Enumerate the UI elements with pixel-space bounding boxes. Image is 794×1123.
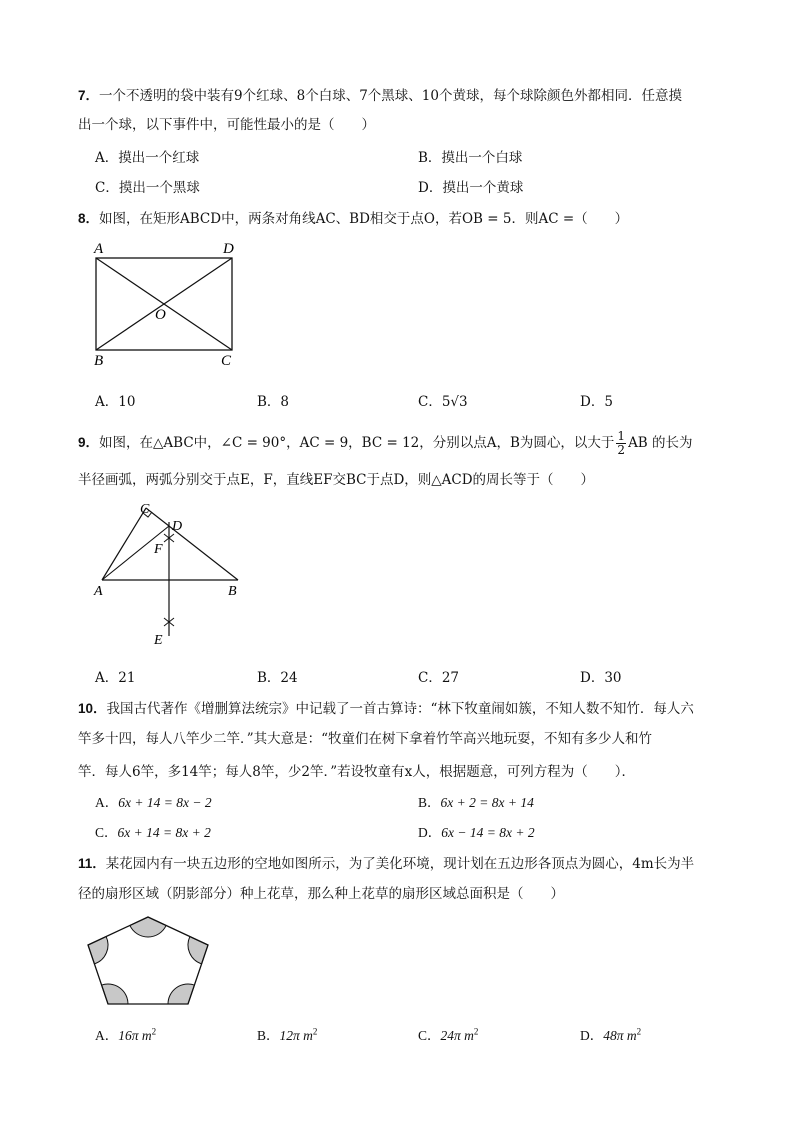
q8-option-c: C．5√3 (418, 394, 468, 410)
q9-text1a: 如图，在△ABC中，∠C = 90°，AC = 9，BC = 12，分别以点A，B为圆心，以大于 (99, 435, 615, 451)
label-d: D (223, 241, 234, 257)
q9-line2: 半径画弧，两弧分别交于点E，F，直线EF交BC于点D，则△ACD的周长等于（ ） (78, 472, 595, 488)
q11-pentagon-figure (84, 912, 216, 1012)
q9-option-d: D．30 (580, 670, 622, 686)
q10-number: 10． (78, 701, 107, 716)
shaded-sectors (88, 917, 208, 1004)
q8-number: 8． (78, 211, 100, 226)
q7-number: 7． (78, 88, 100, 103)
q11-number: 11． (78, 856, 106, 871)
label-e: E (154, 633, 163, 648)
q7-line2: 出一个球，以下事件中，可能性最小的是（ ） (78, 117, 375, 133)
q10-text1: 我国古代著作《增删算法统宗》中记载了一首古算诗：“林下牧童闹如簇，不知人数不知竹．每人六 (106, 701, 694, 717)
q8-option-b: B．8 (257, 394, 290, 410)
q7-option-a: A．摸出一个红球 (95, 150, 200, 166)
q9-line1 (78, 430, 693, 457)
q11-option-b: B．12π $m^2$ (257, 1026, 318, 1043)
q8-option-d: D．5 (580, 394, 613, 410)
q10-line2: 竿多十四，每人八竿少二竿．”其大意是：“牧童们在树下拿着竹竿高兴地玩耍，不知有多少人和竹 (78, 731, 653, 747)
label-o: O (155, 307, 166, 323)
q7-line1 (78, 84, 682, 104)
q9-fraction: $\frac{1}{2}$ (617, 429, 626, 457)
side-ac (102, 508, 146, 580)
q9-option-c: C．27 (418, 670, 460, 686)
q7-option-d: D．摸出一个黄球 (418, 180, 524, 196)
q11-text1: 某花园内有一块五边形的空地如图所示，为了美化环境，现计划在五边形各顶点为圆心，4m长为半 (105, 856, 695, 872)
q8-option-a: A．10 (95, 394, 136, 410)
q9-number: 9． (78, 435, 100, 450)
shaded-sector (102, 984, 128, 1004)
q9-text1b: AB 的长为 (628, 435, 693, 451)
q11-line2: 径的扇形区域（阴影部分）种上花草，那么种上花草的扇形区域总面积是（ ） (78, 886, 564, 902)
q7-option-c: C．摸出一个黑球 (95, 180, 200, 196)
label-c: C (140, 502, 150, 517)
label-f: F (154, 542, 163, 557)
q11-option-c: C．24π $m^2$ (418, 1026, 479, 1043)
label-b: B (228, 584, 237, 599)
q11-line1 (78, 852, 694, 872)
label-a: A (94, 584, 103, 599)
q9-triangle-figure (88, 498, 248, 648)
q7-option-b: B．摸出一个白球 (418, 150, 523, 166)
q11-option-d: D．48π $m^2$ (580, 1026, 642, 1043)
label-a: A (94, 241, 104, 257)
q10-option-c: C．6x + 14 = 8x + 2 (95, 825, 211, 840)
q8-line (78, 207, 628, 227)
q7-text1: 一个不透明的袋中装有9个红球、8个白球、7个黑球、10个黄球，每个球除颜色外都相同．任意摸 (99, 88, 682, 104)
q9-option-b: B．24 (257, 670, 298, 686)
q8-text: 如图，在矩形ABCD中，两条对角线AC、BD相交于点O，若OB = 5．则AC =（ ） (99, 211, 629, 227)
q10-option-b: B．6x + 2 = 8x + 14 (418, 795, 534, 810)
shaded-sector (168, 984, 194, 1004)
q9-option-a: A．21 (95, 670, 136, 686)
q11-option-a: A．16π $m^2$ (95, 1026, 157, 1043)
q8-rectangle-figure (88, 238, 248, 370)
label-c: C (221, 353, 232, 369)
label-b: B (94, 353, 104, 369)
q10-option-d: D．6x − 14 = 8x + 2 (418, 825, 535, 840)
q10-line3: 竿．每人6竿，多14竿；每人8竿，少2竿．”若设牧童有x人，根据题意，可列方程为（ ）． (78, 764, 635, 780)
q10-line1 (78, 697, 694, 717)
label-d: D (172, 519, 183, 534)
shaded-sector (130, 917, 166, 937)
q10-option-a: A．6x + 14 = 8x − 2 (95, 795, 212, 810)
